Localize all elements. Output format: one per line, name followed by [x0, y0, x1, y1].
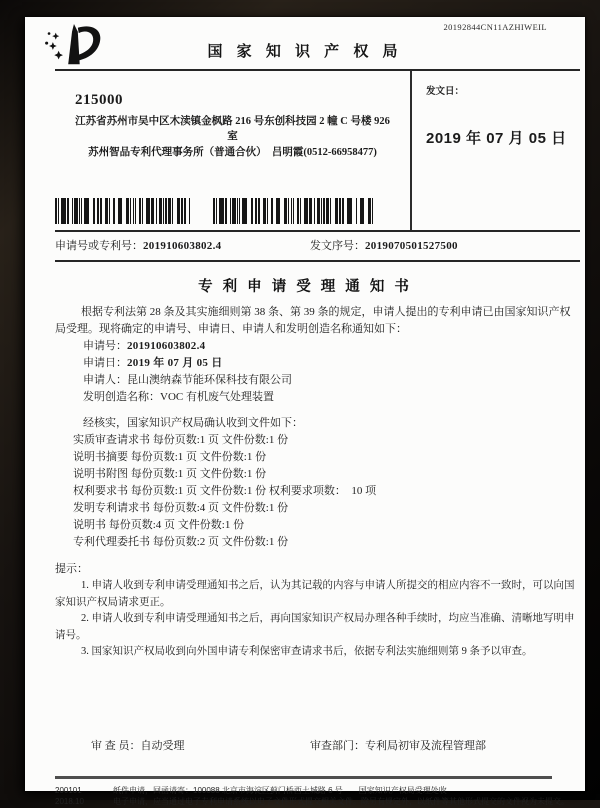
tip-item: 2. 申请人收到专利申请受理通知书之后，再向国家知识产权局办理各种手续时，均应当准确、清晰地写明申请号。: [55, 613, 575, 641]
mailing-dispatch-section: [55, 69, 580, 232]
intro-paragraph: 根据专利法第 28 条及其实施细则第 38 条、第 39 条的规定，申请人提出的专利申请已由国家知识产权局受理。现将确定的申请号、申请日、申请人和发明创造名称通知如下：: [55, 306, 571, 335]
examiner-value: 自动受理: [140, 739, 185, 752]
document-list-item: 权利要求书 每份页数:1 页 文件份数:1 份 权利要求项数： 10 项: [73, 485, 377, 497]
document-list-item: 实质审查请求书 每份页数:1 页 文件份数:1 份: [73, 434, 289, 446]
field-label: 申请日：: [83, 357, 127, 369]
barcode-application-number: [55, 198, 190, 224]
field-invention-title: [83, 389, 575, 406]
recipient-agency-line: 苏州智品专利代理事务所（普通合伙） 吕明霞(0512-66958477): [88, 147, 377, 158]
tips-heading: 提示：: [55, 563, 88, 575]
examiner-label: 审 查 员：: [91, 739, 141, 752]
field-value: 2019 年 07 月 05 日: [127, 357, 223, 369]
mailing-address-block: [55, 71, 410, 230]
notice-body: [55, 304, 575, 661]
field-application-number: [83, 338, 575, 355]
department-group: [310, 737, 486, 753]
dispatch-serial-group: [310, 232, 458, 260]
department-label: 审查部门：: [310, 739, 365, 752]
application-number-label: 申请号或专利号：: [55, 240, 143, 252]
field-value: VOC 有机废气处理装置: [160, 391, 274, 403]
field-value: 201910603802.4: [127, 340, 206, 352]
document-list-item: 专利代理委托书 每份页数:2 页 文件份数:1 份: [73, 536, 289, 548]
field-applicant: [83, 372, 575, 389]
notice-document-page: [25, 17, 585, 806]
footer-codes: [55, 785, 113, 808]
dispatch-date-value: 2019 年 07 月 05 日: [426, 130, 567, 147]
footer-code-1: 200101: [55, 785, 82, 795]
reference-numbers-row: [55, 232, 580, 262]
footer-line-paper: 纸件申请，回函请寄：100088 北京市海淀区蓟门桥西土城路 6 号 国家知识产权局受理处收: [113, 785, 447, 795]
field-label: 申请人：: [83, 374, 127, 386]
dispatch-date-box: [410, 71, 580, 230]
agency-title: 国 家 知 识 产 权 局: [207, 43, 403, 60]
footer-line-electronic: 电子申请，应当通过电子专利申请系统以电子文件形式提交相关文件。除另有规定外，以纸件等其他形式提交的文件视为未提交。: [113, 797, 569, 806]
document-list-item: 说明书附图 每份页数:1 页 文件份数:1 份: [73, 468, 267, 480]
dispatch-serial-value: 2019070501527500: [365, 240, 458, 252]
field-label: 发明创造名称：: [83, 391, 160, 403]
application-number-value: 201910603802.4: [143, 240, 222, 252]
mailing-address-line1: 江苏省苏州市吴中区木渎镇金枫路 216 号东创科技园 2 幢 C 号楼 926: [75, 116, 390, 127]
footer-code-2: 2018.10: [55, 797, 84, 806]
barcode-dispatch-serial: [213, 198, 373, 224]
postal-code: 215000: [75, 92, 123, 108]
signoff-row: [55, 737, 585, 753]
notice-title: 专 利 申 请 受 理 通 知 书: [198, 279, 412, 295]
field-label: 申请号：: [83, 340, 127, 352]
document-serial-code: 20192844CN11AZHIWEIL: [443, 22, 547, 32]
tip-item: 3. 国家知识产权局收到向外国申请专利保密审查请求书后，依据专利法实施细则第 9 条予以审查。: [81, 646, 533, 657]
examiner-group: [91, 740, 185, 752]
confirmation-line: 经核实，国家知识产权局确认收到文件如下：: [83, 417, 303, 429]
mailing-address-line2: 室: [227, 131, 238, 142]
tip-item: 1. 申请人收到专利申请受理通知书之后，认为其记载的内容与申请人所提交的相应内容不一致时，可以向国家知识产权局请求更正。: [55, 580, 575, 608]
footer-divider: [55, 776, 552, 779]
document-list-item: 说明书摘要 每份页数:1 页 文件份数:1 份: [73, 451, 267, 463]
department-value: 专利局初审及流程管理部: [365, 739, 486, 752]
document-header: [25, 17, 585, 69]
dispatch-date-label: 发文日：: [426, 87, 465, 97]
barcode-group: [55, 198, 373, 224]
document-list-item: 说明书 每份页数:4 页 文件份数:1 份: [73, 519, 245, 531]
footer-text: [113, 785, 573, 808]
field-value: 昆山澳纳森节能环保科技有限公司: [127, 374, 292, 386]
dispatch-serial-label: 发文序号：: [310, 240, 365, 252]
footer-note: [55, 785, 573, 808]
document-list-item: 发明专利请求书 每份页数:4 页 文件份数:1 份: [73, 502, 289, 514]
field-filing-date: [83, 355, 575, 372]
